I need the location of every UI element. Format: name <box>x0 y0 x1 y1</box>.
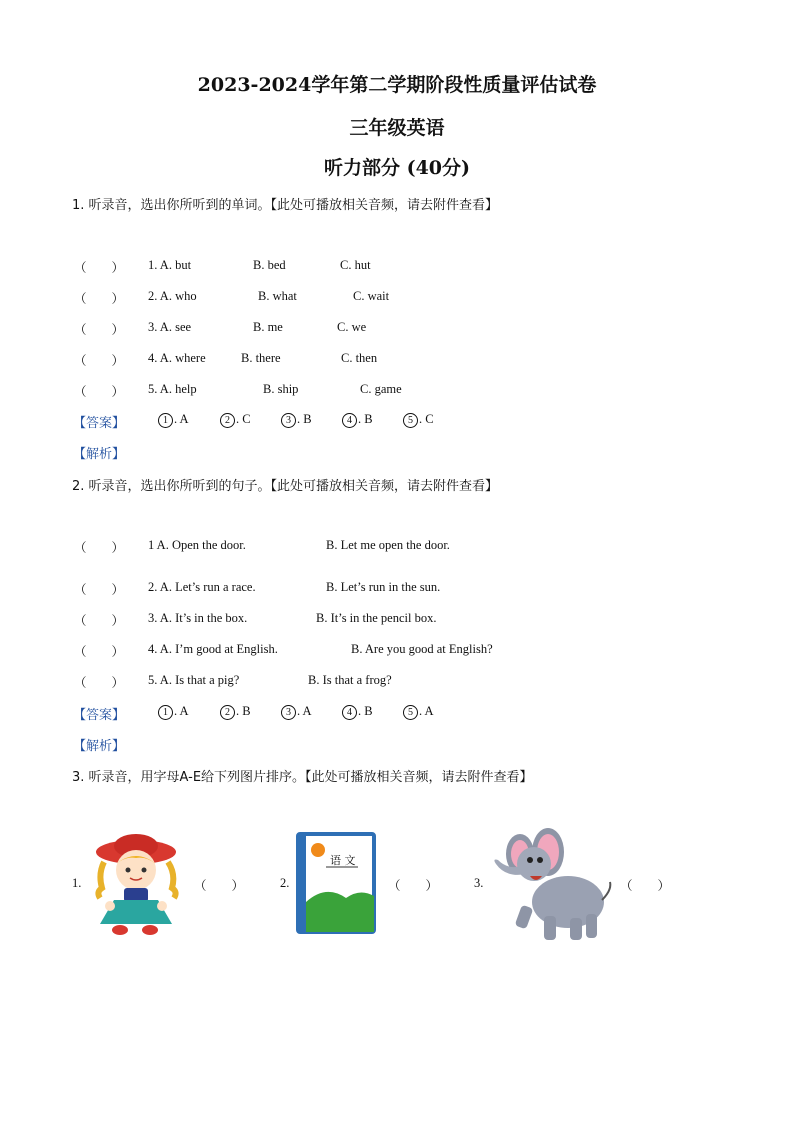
answer-value: . C <box>236 412 251 426</box>
answer-item <box>220 704 251 720</box>
book-cover-text: 语 文 <box>330 854 356 867</box>
answer-number: 2 <box>220 705 235 720</box>
option-b: B. there <box>241 351 281 365</box>
option-b: B. It’s in the pencil box. <box>316 611 437 625</box>
answer-blank[interactable]: （ ） <box>620 879 671 893</box>
option-c: C. wait <box>353 289 390 303</box>
answer-blank[interactable]: （ ） <box>74 541 125 555</box>
answer-item <box>158 704 189 720</box>
answer-blank[interactable]: （ ） <box>74 261 125 275</box>
answer-number: 3 <box>281 413 296 428</box>
answer-value: . A <box>174 704 189 718</box>
answer-number: 4 <box>342 705 357 720</box>
option-a: 2. A. who <box>148 289 197 303</box>
picture-number: 1. <box>72 876 82 890</box>
option-b: B. what <box>258 289 297 303</box>
answer-value: . A <box>419 704 434 718</box>
answer-blank[interactable]: （ ） <box>74 323 125 337</box>
answer-number: 2 <box>220 413 235 428</box>
answer-item <box>281 412 312 428</box>
answer-item <box>403 704 434 720</box>
section-title: 听力部分 (40分) <box>323 157 471 179</box>
exam-title: 2023-2024学年第二学期阶段性质量评估试卷 <box>197 74 597 96</box>
answer-item <box>342 704 373 720</box>
option-a: 2. A. Let’s run a race. <box>148 580 256 594</box>
doll-icon <box>90 832 186 938</box>
chinese-book-icon <box>296 832 378 936</box>
answer-item <box>220 412 251 428</box>
answer-value: . B <box>358 704 373 718</box>
option-b: B. Is that a frog? <box>308 673 392 687</box>
answer-number: 1 <box>158 705 173 720</box>
answer-item <box>342 412 373 428</box>
answer-value: . B <box>358 412 373 426</box>
elephant-icon <box>486 820 616 946</box>
picture-number: 2. <box>280 876 290 890</box>
option-b: B. Are you good at English? <box>351 642 493 656</box>
analysis-tag: 【解析】 <box>73 739 126 754</box>
option-b: B. ship <box>263 382 299 396</box>
option-a: 3. A. see <box>148 320 192 334</box>
answer-blank[interactable]: （ ） <box>74 354 125 368</box>
picture-number: 3. <box>474 876 484 890</box>
answer-item <box>281 704 312 720</box>
q3-prompt: 3. 听录音，用字母A-E给下列图片排序。【此处可播放相关音频，请去附件查看】 <box>72 770 533 785</box>
option-c: C. then <box>341 351 378 365</box>
answer-value: . C <box>419 412 434 426</box>
answer-number: 1 <box>158 413 173 428</box>
option-a: 5. A. Is that a pig? <box>148 673 240 687</box>
q1-prompt: 1. 听录音，选出你所听到的单词。【此处可播放相关音频，请去附件查看】 <box>72 198 499 213</box>
answer-value: . A <box>174 412 189 426</box>
answer-blank[interactable]: （ ） <box>74 583 125 597</box>
option-b: B. Let’s run in the sun. <box>326 580 441 594</box>
answer-value: . B <box>236 704 251 718</box>
answer-number: 4 <box>342 413 357 428</box>
analysis-tag: 【解析】 <box>73 447 126 462</box>
option-c: C. hut <box>340 258 371 272</box>
answer-item <box>403 412 434 428</box>
option-a: 1. A. but <box>148 258 192 272</box>
answer-number: 3 <box>281 705 296 720</box>
answer-number: 5 <box>403 413 418 428</box>
option-a: 3. A. It’s in the box. <box>148 611 248 625</box>
option-a: 1 A. Open the door. <box>148 538 246 552</box>
option-b: B. me <box>253 320 283 334</box>
option-c: C. game <box>360 382 402 396</box>
answer-blank[interactable]: （ ） <box>388 879 439 893</box>
answer-value: . B <box>297 412 312 426</box>
answer-tag: 【答案】 <box>73 708 126 723</box>
option-a: 4. A. I’m good at English. <box>148 642 278 656</box>
exam-subtitle: 三年级英语 <box>349 117 445 139</box>
answer-item <box>158 412 189 428</box>
answer-blank[interactable]: （ ） <box>74 385 125 399</box>
answer-blank[interactable]: （ ） <box>74 292 125 306</box>
answer-value: . A <box>297 704 312 718</box>
answer-blank[interactable]: （ ） <box>194 879 245 893</box>
option-a: 5. A. help <box>148 382 197 396</box>
answer-blank[interactable]: （ ） <box>74 614 125 628</box>
answer-tag: 【答案】 <box>73 416 126 431</box>
option-c: C. we <box>337 320 367 334</box>
answer-blank[interactable]: （ ） <box>74 676 125 690</box>
option-b: B. bed <box>253 258 286 272</box>
option-b: B. Let me open the door. <box>326 538 450 552</box>
answer-blank[interactable]: （ ） <box>74 645 125 659</box>
answer-number: 5 <box>403 705 418 720</box>
q2-prompt: 2. 听录音，选出你所听到的句子。【此处可播放相关音频，请去附件查看】 <box>72 479 499 494</box>
option-a: 4. A. where <box>148 351 206 365</box>
